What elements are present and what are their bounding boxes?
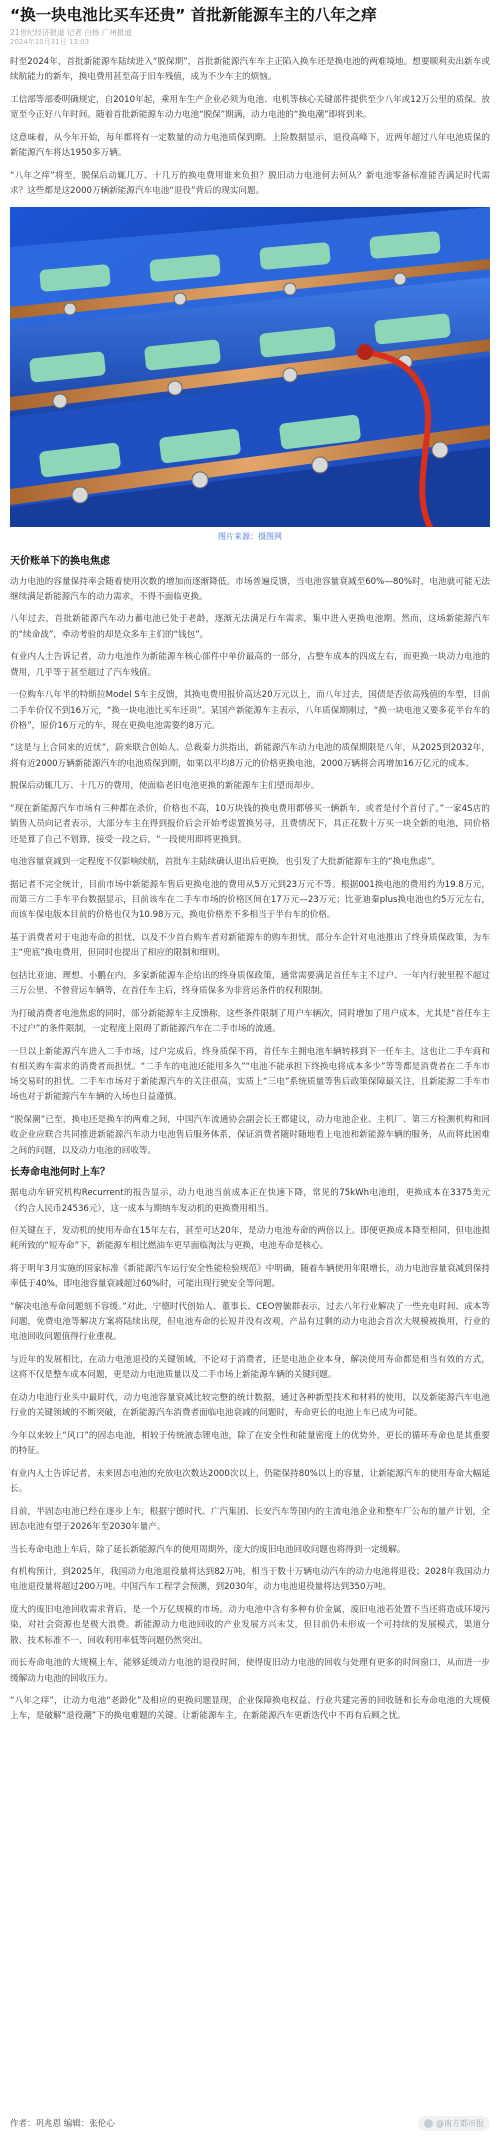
image-caption: 图片来源：摄图网 <box>218 531 282 541</box>
body-paragraph: 包括比亚迪、理想、小鹏在内，多家新能源车企给出的终身质保政策，通常需要满足首任车主不过户、一年内行驶里程不超过三万公里、不曾营运车辆等，在首任车主后，终身质保多为非营运条件的权利限制。 <box>10 970 490 997</box>
body-paragraph: 有机构预计，到2025年，我国动力电池退役量将达到82万吨，相当于数十万辆电动汽车的动力电池将退役；2028年我国动力电池退役量将超过200万吨。中国汽车工程学会预测，到2030年，动力电池退役量将达到350万吨。 <box>10 1567 490 1593</box>
section-heading: 天价账单下的换电焦虑 <box>10 555 110 567</box>
intro-paragraphs <box>10 55 490 199</box>
body-paragraph: “现在新能源汽车市场有三种都在杀价，价格也不高，10万块钱的换电费用都够买一辆新车，或者是付个首付了。”一家4S店的销售人员向记者表示，大部分车主在得到报价后会开始考虑置换另寻，且费情况下，具正花数十万买一块全新的电池，同价格还是算了自己不划算，接受一段之后，“一段使用即将更换到。 <box>10 803 490 845</box>
body-paragraph: 而长寿命电池的大规模上车，能够延缓动力电池的退役时间，使得废旧动力电池的回收与处理有更多的时间窗口，从而进一步缓解动力电池的回收压力。 <box>10 1658 490 1684</box>
body-paragraph: 将于明年3月实施的国家标准《新能源汽车运行安全性能检验规范》中明确，随着车辆使用年限增长，动力电池容量衰减到保持率低于40%，即电池容量衰减超过60%时，可能出现行驶安全等问题。 <box>10 1264 490 1290</box>
body-paragraph: “这是与上合同来的近忧”，蔚来联合创始人、总裁秦力洪指出，新能源汽车动力电池的质保期限是八年，从2025到2032年，将有近2000万辆新能源汽车的电池质保到期，如果以平均8万元的价格更换电池，2000万辆将会再增加16万亿元的成本。 <box>10 743 490 769</box>
body-paragraph: 八年过去，首批新能源汽车动力蓄电池已处于老龄，逐渐无法满足行车需求，集中进入更换电池期。然而，这场新能源汽车的“续命战”，牵动考验的却是众多车主们的“钱包”。 <box>10 614 490 640</box>
body-paragraph: 但关键在于，发动机的使用寿命在15年左右，甚至可达20年，是动力电池寿命的两倍以上。即便更换成本降至相同，但电池损耗所致的“短寿命”下，新能源车相比燃油车更早面临淘汰与更换，电池寿命是核心。 <box>10 1226 490 1252</box>
body-paragraph: “脱保潮”已至，换电还是换车的两难之间，中国汽车流通协会副会长王都建议，动力电池企业、主机厂、第三方检测机构和回收企业应联合共同推进新能源汽车动力电池售后服务体系，保证消费者随时随地看上电池和新能源车辆的服务，从而将此困难之间的问题，以及动力电池的回收等。 <box>10 1115 490 1156</box>
body-paragraph: 有业内人士告诉记者，动力电池作为新能源车核心部件中单价最高的一部分，占整车成本的四成左右，而更换一块动力电池的费用，几乎等于甚至超过了汽车残值。 <box>10 652 490 678</box>
article-footer <box>10 2112 490 2134</box>
body-paragraph: 据记者不完全统计，目前市场中新能源车售后更换电池的费用从5万元到23万元不等。根据001换电池的费用约为19.8万元，而第三方二手车平台数据显示，目前该车在二手车市场的价格区间在17万元—23万元；比亚迪秦plus换电池也约5万元左右，而该车保电版本目前的价格也仅为10.98万元，换电价格差不多相当于半台车的价格。 <box>10 879 490 921</box>
battery-pack-image <box>10 207 490 527</box>
body-paragraph: 与近年的发展相比，在动力电池退役的关键领域，不论对于消费者，还是电池企业本身，解决使用寿命都是相当有效的方式，这将不仅是整车成本问题，更是动力电池质量以及二手市场上新能源车辆的关键问题。 <box>10 1355 490 1381</box>
article-title: “换一块电池比买车还贵” 首批新能源车主的八年之痒 <box>10 6 377 24</box>
body-paragraph: 为打破消费者电池焦虑的同时，部分新能源车主反馈称，这些条件限制了用户车辆次，同时增加了用户成本，尤其是“首任车主不过户”的条件限制，一定程度上阻碍了新能源汽车在二手市场的流通。 <box>10 1008 490 1034</box>
body-paragraph: 当长寿命电池上车后，除了延长新能源汽车的使用周期外，庞大的废旧电池回收问题也将得到一定缓解。 <box>10 1544 406 1555</box>
body-paragraph: 据电动车研究机构Recurrent的报告显示，动力电池当前成本正在快速下降，常见的75kWh电池组，更换成本在3375美元（约合人民币24536元），这一成本与期纳车发动机的更换费用相当。 <box>10 1188 490 1214</box>
body-paragraph: 目前，半固态电池已经在逐步上车，根据宁德时代、广汽集团、长安汽车等国内的主流电池企业和整车厂公布的量产计划，全固态电池有望于2026年至2030年量产。 <box>10 1506 490 1532</box>
body-paragraph: 庞大的废旧电池回收需求背后，是一个万亿规模的市场。动力电池中含有多种有价金属，废旧电池若处置不当还将造成环境污染，对社会资源也是极大浪费。新能源动力电池回收的产业发展方兴未艾，但目前仍未形成一个可持续的发展模式，渠道分散、技术标准不一、回收利用率低等问题仍然突出。 <box>10 1605 490 1646</box>
body-paragraph: 一位购车八年半的特斯拉Model S车主反馈，其换电费用报价高达20万元以上，而八年过去，国债是否依高残值的车型，目前二手车价仅不到16万元，“换一块电池比买车还贵”。某国产新能源车主表示，八年质保期刚过，“换一块电池又要多花半台车的价格”，原价16万元的车，现在更换电池需要约8万元。 <box>10 690 490 731</box>
source-watermark <box>418 2116 490 2131</box>
intro-paragraph: 这意味着，从今年开始，每年都将有一定数量的动力电池质保到期。上险数据显示，退役高峰下，近两年超过八年电池质保的新能源汽车将达1950多万辆。 <box>10 132 490 159</box>
weibo-logo-icon <box>424 2119 433 2128</box>
body-paragraph: 脱保后动辄几万、十几万的费用，使面临老旧电池更换的新能源车主们望而却步。 <box>10 781 320 792</box>
body-paragraph: 今年以来较上“风口”的固态电池，相较于传统液态锂电池，除了在安全性和能量密度上的优势外，更长的循环寿命也是其重要的特征。 <box>10 1430 490 1457</box>
section2-paragraphs <box>10 1186 490 1724</box>
intro-paragraph: “八年之痒”将至，脱保后动辄几万、十几万的换电费用谁来负担？脱旧动力电池何去何从？新电池零备标准能否满足时代需求？这些都是这2000万辆新能源汽车电池“退役”背后的现实问题。 <box>10 170 490 196</box>
body-paragraph: 动力电池的容量保持率会随着使用次数的增加而逐渐降低。市场普遍反馈，当电池容量衰减至60%—80%时，电池就可能无法继续满足新能源汽车的动力需求，不得不面临更换。 <box>10 576 490 602</box>
intro-paragraph: 工信部等部委明确规定，自2010年起，乘用车生产企业必须为电池、电机等核心关键部件提供至少八年或12万公里的质保。放宽至今正好八年时间。随着首批新能源车动力电池“脱保”期满，动力电池的“换电潮”即将到来。 <box>10 94 490 121</box>
article-date: 2024年10月31日 13:03 <box>10 38 90 46</box>
body-paragraph: 一旦以上新能源汽车进入二手市场，过户完成后，终身质保不再，首任车主拥电池车辆转移到下一任车主，这也让二手车商和有相关购车需求的消费者而担忧。“二手车的电池还能用多久”“电池不能承担下终换电将成本多少”等等都是消费者在二手车市场交易时的担忧。二手车市场对于新能源汽车的关注很高，实质上“三电”系统质量等售后政策保障最关注，且新能源二手车市场也对于新能源汽车车辆的入场也日益谨慎。 <box>10 1046 490 1103</box>
watermark-text: @南方都市报 <box>436 2118 484 2128</box>
battery-pack-illustration <box>10 207 490 527</box>
body-paragraph: “八年之痒”，让动力电池“老龄化”及相应的更换问题显现，企业保障换电权益、行业共建完善的回收链和长寿命电池的大规模上车，是破解“退役潮”下的换电难题的关键。让新能源车主，在新能源汽车更新迭代中不再有后顾之忧。 <box>10 1696 490 1722</box>
author-editor-line: 作者：巩兆恩 编辑：张伦心 <box>10 2119 115 2129</box>
body-paragraph: 在动力电池行业头中最时代，动力电池容量衰减比较完整的统计数据，通过各种新型技术和材料的使用，以及新能源汽车电池行业的关键领域的不断突破，在新能源汽车消费者面临电池衰减的问题时，寿命更长的电池上车已成为可能。 <box>10 1392 490 1419</box>
article-byline: 21世纪经济报道 记者 白杨 广州报道 <box>10 28 132 37</box>
intro-paragraph: 时至2024年，首批新能源车陆续进入“脱保期”，首批新能源汽车车主正陷入换车还是换电池的两难境地。想要顺利卖出新车或续航能力的新车，换电费用甚至高于旧车残值，成为不少车主的烦恼。 <box>10 57 490 83</box>
section-heading: 长寿命电池何时上车？ <box>10 1167 110 1179</box>
section1-paragraphs <box>10 575 490 1159</box>
body-paragraph: 基于消费者对于电池寿命的担忧，以及不少首台购车者对新能源车的购车担忧，部分车企针对电池推出了终身质保政策，为车主“兜底”换电费用，但同时也提出了相应的限制和细则。 <box>10 932 490 959</box>
body-paragraph: 有业内人士告诉记者，未来固态电池的充放电次数达2000次以上，仍能保持80%以上的容量，让新能源汽车的使用寿命大幅延长。 <box>10 1468 490 1495</box>
body-paragraph: 电池容量衰减到一定程度不仅影响续航，首批车主陆续确认退出后更换，也引发了大批新能源车主的“换电焦虑”。 <box>10 857 441 868</box>
body-paragraph: “解决电池寿命问题刻不容缓。”对此，宁德时代创始人、董事长、CEO曾毓群表示，过去八年行业解决了一些充电时间、成本等问题，免费电池等解决方案将陆续出现，但电池寿命的长短并没有改观，产品有过剩的动力电池会首次大规模被换用，行业的电池回收问题值得行业重视。 <box>10 1301 490 1343</box>
